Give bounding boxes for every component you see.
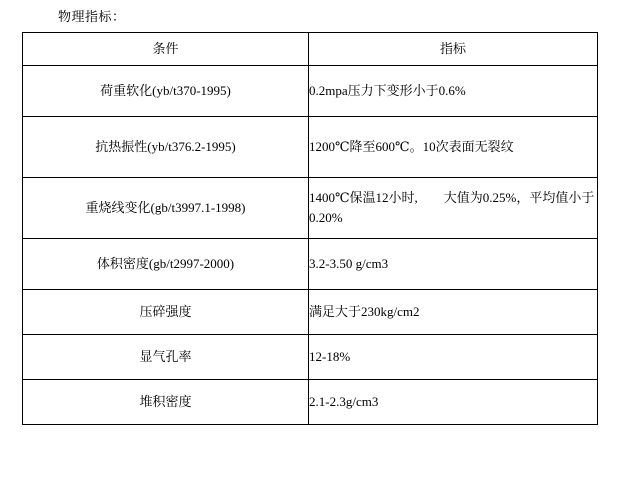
table-row [23, 335, 598, 380]
table-row [23, 380, 598, 425]
cell-spec: 满足大于230kg/cm2 [309, 290, 598, 335]
cell-condition: 堆积密度 [23, 380, 309, 425]
table-header-row [23, 33, 598, 66]
cell-condition: 荷重软化(yb/t370-1995) [23, 66, 309, 117]
table-row [23, 239, 598, 290]
cell-condition: 压碎强度 [23, 290, 309, 335]
table-row [23, 290, 598, 335]
table-row [23, 66, 598, 117]
cell-condition: 抗热振性(yb/t376.2-1995) [23, 117, 309, 178]
cell-spec: 1200℃降至600℃。10次表面无裂纹 [309, 117, 598, 178]
cell-condition: 重烧线变化(gb/t3997.1-1998) [23, 178, 309, 239]
physical-specifications-table [22, 32, 598, 425]
table-row [23, 178, 598, 239]
column-header-spec: 指标 [309, 33, 598, 66]
cell-condition: 显气孔率 [23, 335, 309, 380]
table-row [23, 117, 598, 178]
cell-spec: 3.2-3.50 g/cm3 [309, 239, 598, 290]
cell-spec: 1400℃保温12小时, 大值为0.25%，平均值小于0.20% [309, 178, 598, 239]
page-title: 物理指标： [58, 9, 126, 24]
column-header-condition: 条件 [23, 33, 309, 66]
cell-condition: 体积密度(gb/t2997-2000) [23, 239, 309, 290]
cell-spec: 2.1-2.3g/cm3 [309, 380, 598, 425]
cell-spec: 12-18% [309, 335, 598, 380]
cell-spec: 0.2mpa压力下变形小于0.6% [309, 66, 598, 117]
